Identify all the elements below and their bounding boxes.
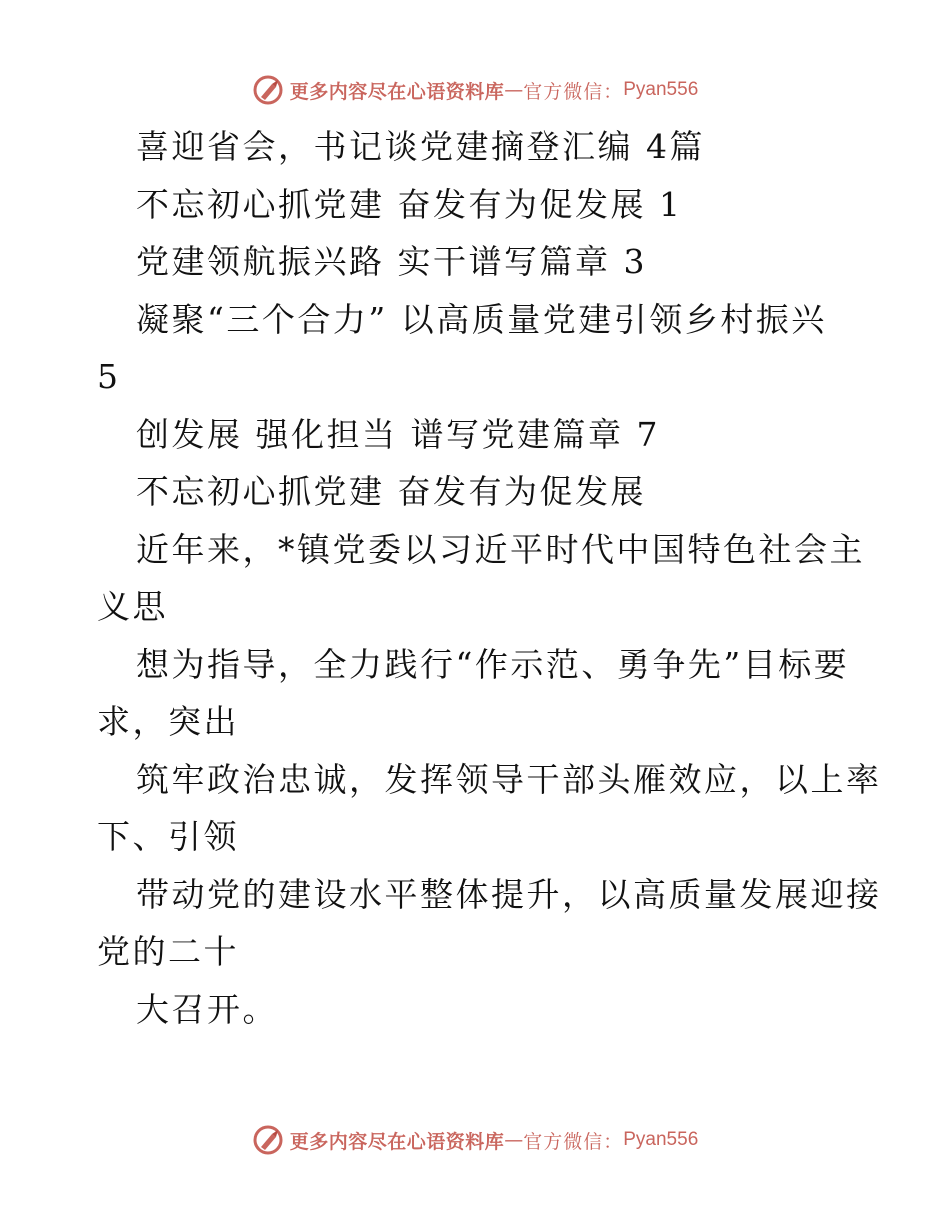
pen-nib-logo-icon xyxy=(252,74,284,106)
text-line: 筑牢政治忠诚，发挥领导干部头雁效应，以上率 xyxy=(136,759,882,799)
text-line: 近年来，*镇党委以习近平时代中国特色社会主 xyxy=(136,529,865,569)
text-line: 不忘初心抓党建 奋发有为促发展 1 xyxy=(136,184,683,224)
watermark-dash: — xyxy=(504,1129,524,1151)
watermark-contact-id: Pyan556 xyxy=(623,1129,699,1150)
text-line: 求，突出 xyxy=(97,702,239,741)
pen-nib-logo-icon xyxy=(252,1124,284,1156)
text-line: 喜迎省会，书记谈党建摘登汇编 4篇 xyxy=(136,127,705,166)
text-line: 不忘初心抓党建 奋发有为促发展 xyxy=(136,472,646,511)
text-line: 党的二十 xyxy=(97,932,239,971)
text-line: 下、引领 xyxy=(97,817,239,856)
text-line: 创发展 强化担当 谱写党建篇章 7 xyxy=(136,414,660,454)
watermark-contact-label: 官方微信： xyxy=(523,80,624,103)
text-line: 大召开。 xyxy=(136,989,278,1029)
header-watermark xyxy=(0,70,950,110)
text-line: 5 xyxy=(97,357,121,396)
watermark-site-text: 更多内容尽在心语资料库 xyxy=(289,1130,505,1153)
text-line: 义思 xyxy=(97,587,168,626)
watermark-dash: — xyxy=(504,79,524,101)
watermark-contact-label: 官方微信： xyxy=(523,1130,624,1153)
text-line: 带动党的建设水平整体提升，以高质量发展迎接 xyxy=(136,874,882,914)
text-line: 凝聚“三个合力” 以高质量党建引领乡村振兴 xyxy=(136,299,827,339)
watermark-site-text: 更多内容尽在心语资料库 xyxy=(289,80,505,103)
watermark-contact-id: Pyan556 xyxy=(623,79,699,100)
document-body xyxy=(97,118,882,1038)
footer-watermark xyxy=(0,1120,950,1160)
text-line: 想为指导，全力践行“作示范、勇争先”目标要 xyxy=(136,644,850,684)
text-line: 党建领航振兴路 实干谱写篇章 3 xyxy=(136,242,647,281)
